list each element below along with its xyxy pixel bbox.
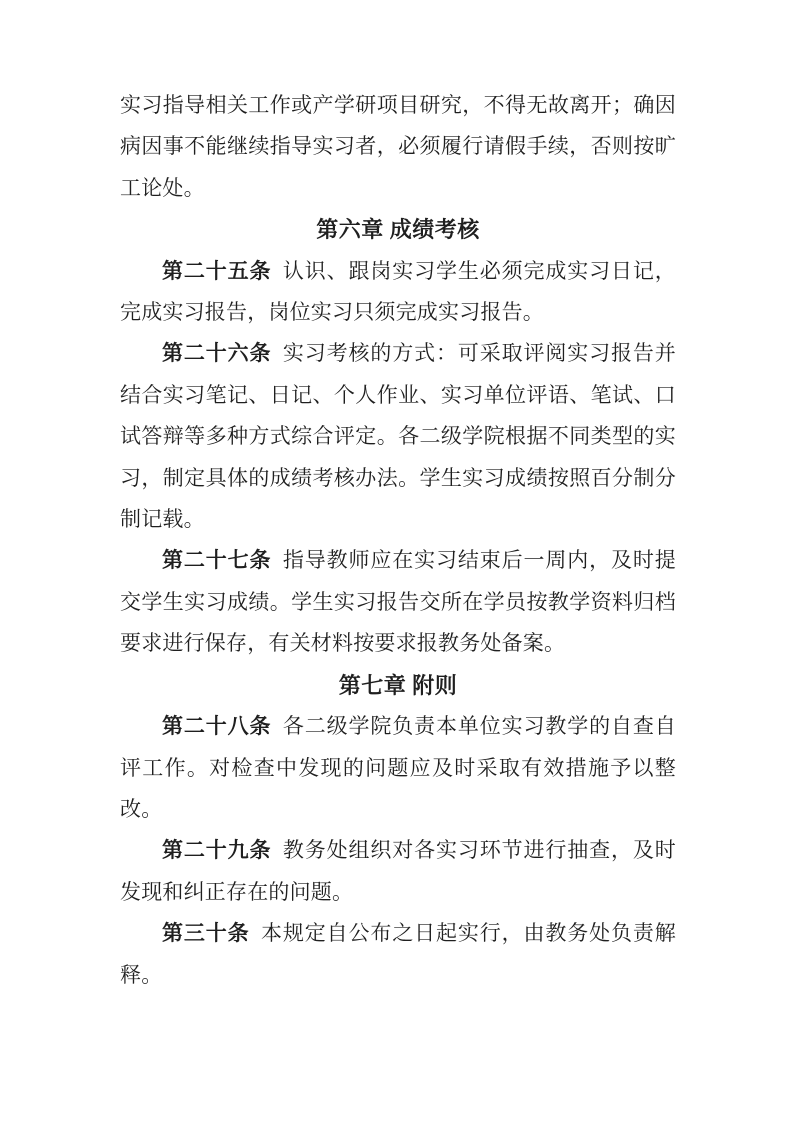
chapter-6-heading: 第六章 成绩考核 <box>316 217 480 243</box>
article-26-paragraph <box>120 333 676 540</box>
article-27-paragraph <box>120 540 676 664</box>
article-26-number-label: 第二十六条 <box>162 341 272 366</box>
article-25-number-label: 第二十五条 <box>162 258 272 283</box>
article-30-paragraph <box>120 913 676 996</box>
article-28-paragraph <box>120 706 676 830</box>
article-30-text: 本规定自公布之日起实行，由教务处负责解释。 <box>120 921 676 987</box>
article-27-number-label: 第二十七条 <box>162 548 272 573</box>
paragraph-continuation: 实习指导相关工作或产学研项目研究，不得无故离开；确因病因事不能继续指导实习者，必须履行请假手续，否则按旷工论处。 <box>120 93 676 200</box>
article-28-number-label: 第二十八条 <box>162 714 272 739</box>
article-29-text: 教务处组织对各实习环节进行抽查，及时发现和纠正存在的问题。 <box>120 838 676 904</box>
document-body <box>120 85 676 996</box>
article-30-number-label: 第三十条 <box>162 921 250 946</box>
article-29-paragraph <box>120 830 676 913</box>
article-25-paragraph <box>120 251 676 334</box>
article-25-text: 认识、跟岗实习学生必须完成实习日记，完成实习报告，岗位实习只须完成实习报告。 <box>120 258 676 325</box>
article-27-text: 指导教师应在实习结束后一周内，及时提交学生实习成绩。学生实习报告交所在学员按教学资料归档要求进行保存，有关材料按要求报教务处备案。 <box>120 548 676 656</box>
chapter-7-heading: 第七章 附则 <box>338 672 458 698</box>
article-26-text: 实习考核的方式：可采取评阅实习报告并结合实习笔记、日记、个人作业、实习单位评语、笔试、口试答辩等多种方式综合评定。各二级学院根据不同类型的实习，制定具体的成绩考核办法。学生实习成绩按照百分制分制记载。 <box>120 341 676 532</box>
article-28-text: 各二级学院负责本单位实习教学的自查自评工作。对检查中发现的问题应及时采取有效措施予以整改。 <box>120 714 676 821</box>
article-29-number-label: 第二十九条 <box>162 838 272 863</box>
